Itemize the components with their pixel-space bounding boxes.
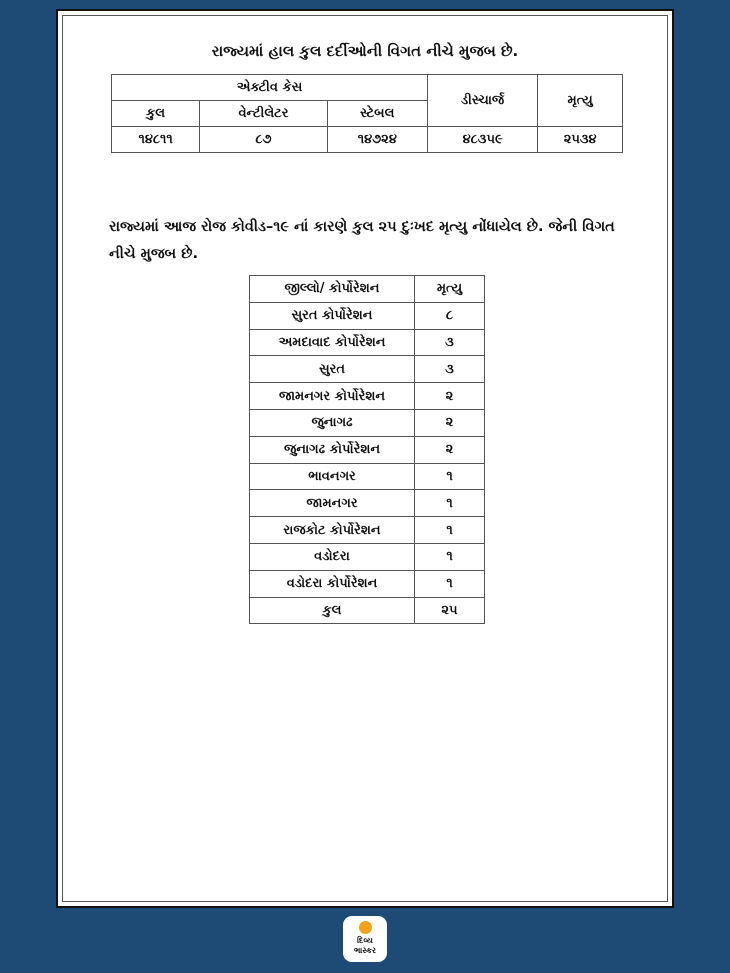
page-inner-border (62, 15, 668, 902)
district-name: સુરત કોર્પોરેશન (250, 302, 415, 329)
divya-bhaskar-logo (343, 916, 387, 962)
summary-table (111, 74, 623, 153)
death-count: ૨ (415, 409, 485, 436)
death-count: ૧ (415, 463, 485, 490)
death-count: ૧ (415, 570, 485, 597)
district-name: જામનગર કોર્પોરેશન (250, 383, 415, 410)
discharge-value: ૪૮૩૫૯ (427, 127, 537, 153)
document-title: રાજ્યમાં હાલ કુલ દર્દીઓની વિગત નીચે મુજબ છે. (211, 42, 519, 60)
table-row (250, 543, 485, 570)
deaths-value: ૨૫૩૪ (538, 127, 623, 153)
sun-icon (359, 921, 372, 934)
district-table (249, 275, 485, 624)
stable-header: સ્ટેબલ (327, 101, 427, 127)
death-count: ૧ (415, 543, 485, 570)
table-row (250, 517, 485, 544)
death-count: ૨૫ (415, 597, 485, 624)
table-row (250, 383, 485, 410)
logo-line2: ભાસ્કર (353, 946, 377, 955)
table-row (250, 597, 485, 624)
deaths-paragraph: રાજ્યમાં આજ રોજ કોવીડ–૧૯ નાં કારણે કુલ ૨૫ દુઃખદ મૃત્યુ નોંધાયેલ છે. જેની વિગત નીચે મુજબ છે. (109, 219, 615, 262)
table-row (250, 436, 485, 463)
table-row (250, 302, 485, 329)
total-value: ૧૪૮૧૧ (112, 127, 200, 153)
document-page (56, 9, 674, 908)
district-name: અમદાવાદ કોર્પોરેશન (250, 329, 415, 356)
logo-line1: દિવ્ય (357, 936, 373, 945)
table-row (250, 463, 485, 490)
active-cases-header: એક્ટીવ કેસ (112, 75, 428, 101)
table-row (250, 409, 485, 436)
ventilator-value: ૮૭ (200, 127, 327, 153)
table-row (250, 490, 485, 517)
death-count: ૨ (415, 436, 485, 463)
district-name: ભાવનગર (250, 463, 415, 490)
stable-value: ૧૪૭૨૪ (327, 127, 427, 153)
table-row (250, 329, 485, 356)
district-name: જુનાગઢ કોર્પોરેશન (250, 436, 415, 463)
deaths-column-header: મૃત્યુ (415, 276, 485, 303)
district-name: વડોદરા કોર્પોરેશન (250, 570, 415, 597)
district-name: રાજકોટ કોર્પોરેશન (250, 517, 415, 544)
death-count: ૩ (415, 329, 485, 356)
deaths-header: મૃત્યુ (538, 75, 623, 127)
district-name: કુલ (250, 597, 415, 624)
ventilator-header: વેન્ટીલેટર (200, 101, 327, 127)
total-header: કુલ (112, 101, 200, 127)
district-name: સુરત (250, 356, 415, 383)
district-name: જામનગર (250, 490, 415, 517)
district-header: જીલ્લો/ કોર્પોરેશન (250, 276, 415, 303)
death-count: ૧ (415, 490, 485, 517)
table-row (250, 570, 485, 597)
death-count: ૧ (415, 517, 485, 544)
district-name: જુનાગઢ (250, 409, 415, 436)
district-name: વડોદરા (250, 543, 415, 570)
death-count: ૩ (415, 356, 485, 383)
table-row (250, 356, 485, 383)
death-count: ૨ (415, 383, 485, 410)
death-count: ૮ (415, 302, 485, 329)
discharge-header: ડીસ્ચાર્જ (427, 75, 537, 127)
